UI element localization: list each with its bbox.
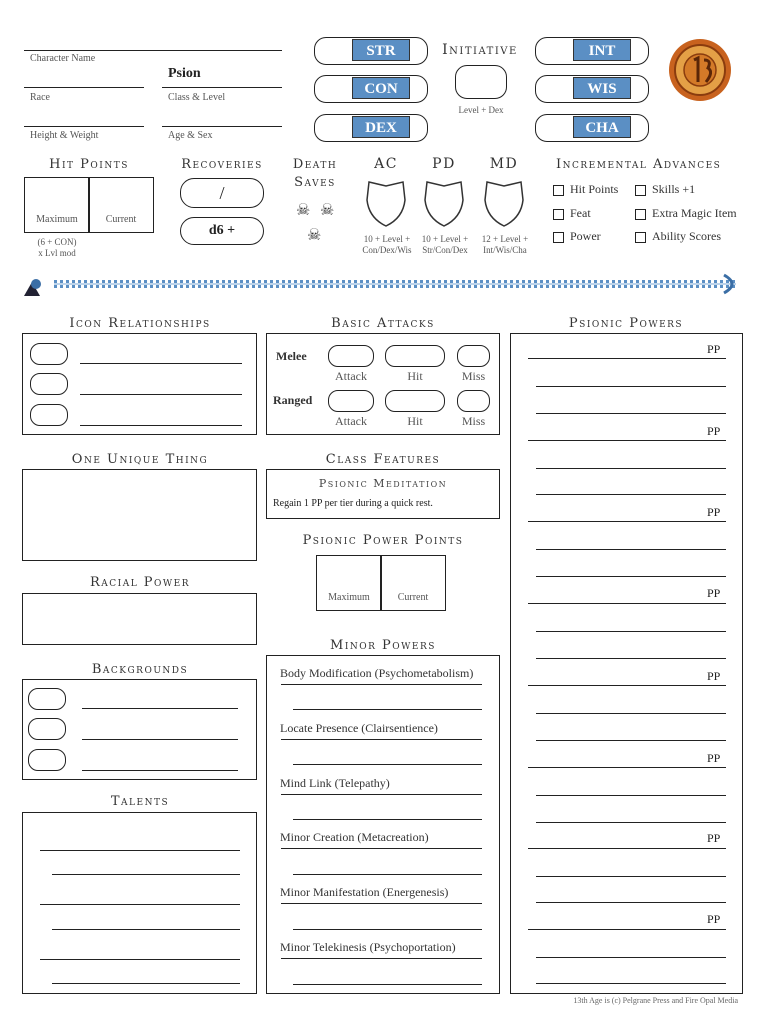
power-5-line-a[interactable]: [528, 685, 726, 686]
hp-note-1: (6 + CON): [37, 237, 77, 247]
ranged-miss-label: Miss: [461, 414, 486, 428]
adv-skills-checkbox[interactable]: [635, 185, 646, 196]
minor-power-1-line-a: [281, 684, 482, 685]
ranged-hit-field[interactable]: [385, 390, 445, 412]
power-2-pp: PP: [707, 424, 721, 438]
minor-power-1: Body Modification (Psychometabolism): [280, 666, 474, 680]
icon-relationships-title: Icon Relationships: [69, 316, 211, 331]
background-1-line[interactable]: [82, 708, 238, 709]
height-line: [24, 126, 144, 127]
minor-power-5: Minor Manifestation (Energenesis): [280, 885, 449, 899]
pd-label: PD: [432, 156, 456, 172]
character-name-line: [24, 50, 282, 51]
icon-rel-2-line[interactable]: [80, 394, 242, 395]
incremental-title: Incremental Advances: [556, 157, 722, 172]
talents-box: [22, 812, 257, 994]
talent-line-6[interactable]: [52, 983, 240, 984]
ac-note-2: Con/Dex/Wis: [362, 245, 412, 255]
class-value[interactable]: Psion: [168, 66, 201, 81]
minor-power-3: Mind Link (Telepathy): [280, 776, 390, 790]
adv-magic-item-checkbox[interactable]: [635, 209, 646, 220]
recoveries-title: Recoveries: [181, 157, 263, 172]
power-6-line-b[interactable]: [536, 795, 726, 796]
minor-power-5-line-a: [281, 903, 482, 904]
power-8-line-b[interactable]: [536, 957, 726, 958]
adv-hit-points-checkbox[interactable]: [553, 185, 564, 196]
talent-line-3[interactable]: [40, 904, 240, 905]
talent-line-5[interactable]: [40, 959, 240, 960]
power-3-line-c[interactable]: [536, 576, 726, 577]
ppp-max-label: Maximum: [328, 592, 370, 603]
minor-power-6-line-b[interactable]: [293, 984, 482, 985]
melee-label: Melee: [276, 349, 307, 363]
minor-power-2-line-b[interactable]: [293, 764, 482, 765]
divider-ornament: [24, 272, 742, 300]
power-7-line-b[interactable]: [536, 876, 726, 877]
death-saves-title-1: Death: [292, 157, 338, 172]
power-1-line-c[interactable]: [536, 413, 726, 414]
racial-power-box[interactable]: [22, 593, 257, 645]
minor-power-5-line-b[interactable]: [293, 929, 482, 930]
minor-power-1-line-b[interactable]: [293, 709, 482, 710]
background-1-points[interactable]: [28, 688, 66, 710]
power-8-line-c[interactable]: [536, 983, 726, 984]
adv-ability-checkbox[interactable]: [635, 232, 646, 243]
ranged-attack-label: Attack: [335, 414, 367, 428]
minor-power-2-line-a: [281, 739, 482, 740]
power-1-line-a[interactable]: [528, 358, 726, 359]
pd-note-1: 10 + Level +: [421, 234, 469, 244]
icon-rel-3-points[interactable]: [30, 404, 68, 426]
basic-attacks-title: Basic Attacks: [331, 316, 435, 331]
power-1-line-b[interactable]: [536, 386, 726, 387]
ppp-current-label: Current: [397, 592, 429, 603]
death-save-skull-1-icon[interactable]: ☠: [296, 202, 311, 219]
md-label: MD: [489, 156, 519, 172]
class-level-label: Class & Level: [168, 92, 226, 103]
minor-powers-title: Minor Powers: [330, 638, 436, 653]
minor-power-4: Minor Creation (Metacreation): [280, 830, 429, 844]
adv-magic-item-label: Extra Magic Item: [652, 206, 737, 220]
minor-power-3-line-a: [281, 794, 482, 795]
stat-cha[interactable]: [535, 114, 649, 142]
stat-wis[interactable]: [535, 75, 649, 103]
ac-note-1: 10 + Level +: [363, 234, 411, 244]
one-unique-thing-box[interactable]: [22, 469, 257, 561]
power-7-pp: PP: [707, 831, 721, 845]
background-3-points[interactable]: [28, 749, 66, 771]
adv-ability-label: Ability Scores: [652, 229, 721, 243]
stat-str[interactable]: [314, 37, 428, 65]
background-2-line[interactable]: [82, 739, 238, 740]
ranged-label: Ranged: [273, 393, 313, 407]
melee-attack-field[interactable]: [328, 345, 374, 367]
feature-name: Psionic Meditation: [318, 477, 448, 490]
power-6-line-c[interactable]: [536, 822, 726, 823]
initiative-box[interactable]: [455, 65, 507, 99]
power-7-line-a[interactable]: [528, 848, 726, 849]
talents-title: Talents: [110, 794, 170, 809]
adv-hit-points-label: Hit Points: [570, 182, 619, 196]
minor-power-3-line-b[interactable]: [293, 819, 482, 820]
melee-hit-field[interactable]: [385, 345, 445, 367]
md-shield-icon[interactable]: [483, 178, 525, 228]
power-7-line-c[interactable]: [536, 902, 726, 903]
death-save-skull-2-icon[interactable]: ☠: [320, 202, 335, 219]
adv-feat-label: Feat: [570, 206, 591, 220]
stat-int-label: INT: [573, 39, 631, 61]
power-2-line-b[interactable]: [536, 468, 726, 469]
background-3-line[interactable]: [82, 770, 238, 771]
power-6-line-a[interactable]: [528, 767, 726, 768]
power-3-line-a[interactable]: [528, 521, 726, 522]
background-2-points[interactable]: [28, 718, 66, 740]
ranged-attack-field[interactable]: [328, 390, 374, 412]
age-sex-label: Age & Sex: [168, 130, 213, 141]
melee-hit-label: Hit: [407, 369, 423, 383]
power-4-line-a[interactable]: [528, 603, 726, 604]
ranged-hit-label: Hit: [407, 414, 423, 428]
hp-current-label: Current: [105, 214, 137, 225]
race-line: [24, 87, 144, 88]
stat-cha-label: CHA: [573, 116, 631, 138]
md-note-1: 12 + Level +: [481, 234, 529, 244]
ac-label: AC: [374, 156, 398, 172]
death-saves-title-2: Saves: [294, 175, 336, 190]
pd-shield-icon[interactable]: [423, 178, 465, 228]
power-4-line-c[interactable]: [536, 658, 726, 659]
stat-dex[interactable]: [314, 114, 428, 142]
hp-note-2: x Lvl mod: [38, 248, 76, 258]
power-5-line-c[interactable]: [536, 740, 726, 741]
adv-power-checkbox[interactable]: [553, 232, 564, 243]
power-2-line-c[interactable]: [536, 494, 726, 495]
minor-power-4-line-a: [281, 848, 482, 849]
power-2-line-a[interactable]: [528, 440, 726, 441]
class-line: [162, 87, 282, 88]
initiative-sub: Level + Dex: [458, 105, 504, 115]
talent-line-2[interactable]: [52, 874, 240, 875]
character-name-label: Character Name: [30, 53, 96, 64]
one-unique-thing-title: One Unique Thing: [71, 452, 209, 467]
recoveries-die[interactable]: d6 +: [180, 217, 264, 245]
melee-attack-label: Attack: [335, 369, 367, 383]
melee-miss-field[interactable]: [457, 345, 490, 367]
power-1-pp: PP: [707, 342, 721, 356]
stat-con[interactable]: [314, 75, 428, 103]
stat-con-label: CON: [352, 77, 410, 99]
md-note-2: Int/Wis/Cha: [483, 245, 527, 255]
height-weight-label: Height & Weight: [30, 130, 99, 141]
stat-int[interactable]: [535, 37, 649, 65]
icon-rel-1-line[interactable]: [80, 363, 242, 364]
power-4-line-b[interactable]: [536, 631, 726, 632]
psionic-pp-title: Psionic Power Points: [302, 533, 464, 548]
melee-miss-label: Miss: [461, 369, 486, 383]
adv-skills-label: Skills +1: [652, 182, 696, 196]
ac-shield-icon[interactable]: [365, 178, 407, 228]
pd-note-2: Str/Con/Dex: [422, 245, 468, 255]
psionic-powers-title: Psionic Powers: [568, 316, 684, 331]
race-label: Race: [30, 92, 50, 103]
logo-icon: [668, 38, 732, 102]
racial-power-title: Racial Power: [89, 575, 191, 590]
adv-feat-checkbox[interactable]: [553, 209, 564, 220]
stat-str-label: STR: [352, 39, 410, 61]
class-features-title: Class Features: [325, 452, 441, 467]
recoveries-count[interactable]: /: [180, 178, 264, 208]
age-line: [162, 126, 282, 127]
death-save-skull-3-icon[interactable]: ☠: [307, 227, 322, 244]
initiative-title: Initiative: [442, 42, 518, 58]
talent-line-4[interactable]: [52, 929, 240, 930]
icon-rel-2-points[interactable]: [30, 373, 68, 395]
stat-wis-label: WIS: [573, 77, 631, 99]
hp-max-label: Maximum: [36, 214, 78, 225]
power-8-line-a[interactable]: [528, 929, 726, 930]
footer-copyright: 13th Age is (c) Pelgrane Press and Fire Opal Media: [573, 996, 738, 1005]
stat-dex-label: DEX: [352, 116, 410, 138]
power-6-pp: PP: [707, 751, 721, 765]
power-8-pp: PP: [707, 912, 721, 926]
minor-power-4-line-b[interactable]: [293, 874, 482, 875]
power-4-pp: PP: [707, 586, 721, 600]
hit-points-title: Hit Points: [49, 157, 129, 172]
minor-power-6-line-a: [281, 958, 482, 959]
feature-text: Regain 1 PP per tier during a quick rest.: [273, 498, 433, 509]
power-5-line-b[interactable]: [536, 713, 726, 714]
adv-power-label: Power: [570, 229, 601, 243]
backgrounds-title: Backgrounds: [91, 662, 189, 677]
ranged-miss-field[interactable]: [457, 390, 490, 412]
power-5-pp: PP: [707, 669, 721, 683]
power-3-pp: PP: [707, 505, 721, 519]
power-3-line-b[interactable]: [536, 549, 726, 550]
talent-line-1[interactable]: [40, 850, 240, 851]
minor-power-6: Minor Telekinesis (Psychoportation): [280, 940, 456, 954]
minor-power-2: Locate Presence (Clairsentience): [280, 721, 438, 735]
icon-rel-3-line[interactable]: [80, 425, 242, 426]
icon-rel-1-points[interactable]: [30, 343, 68, 365]
